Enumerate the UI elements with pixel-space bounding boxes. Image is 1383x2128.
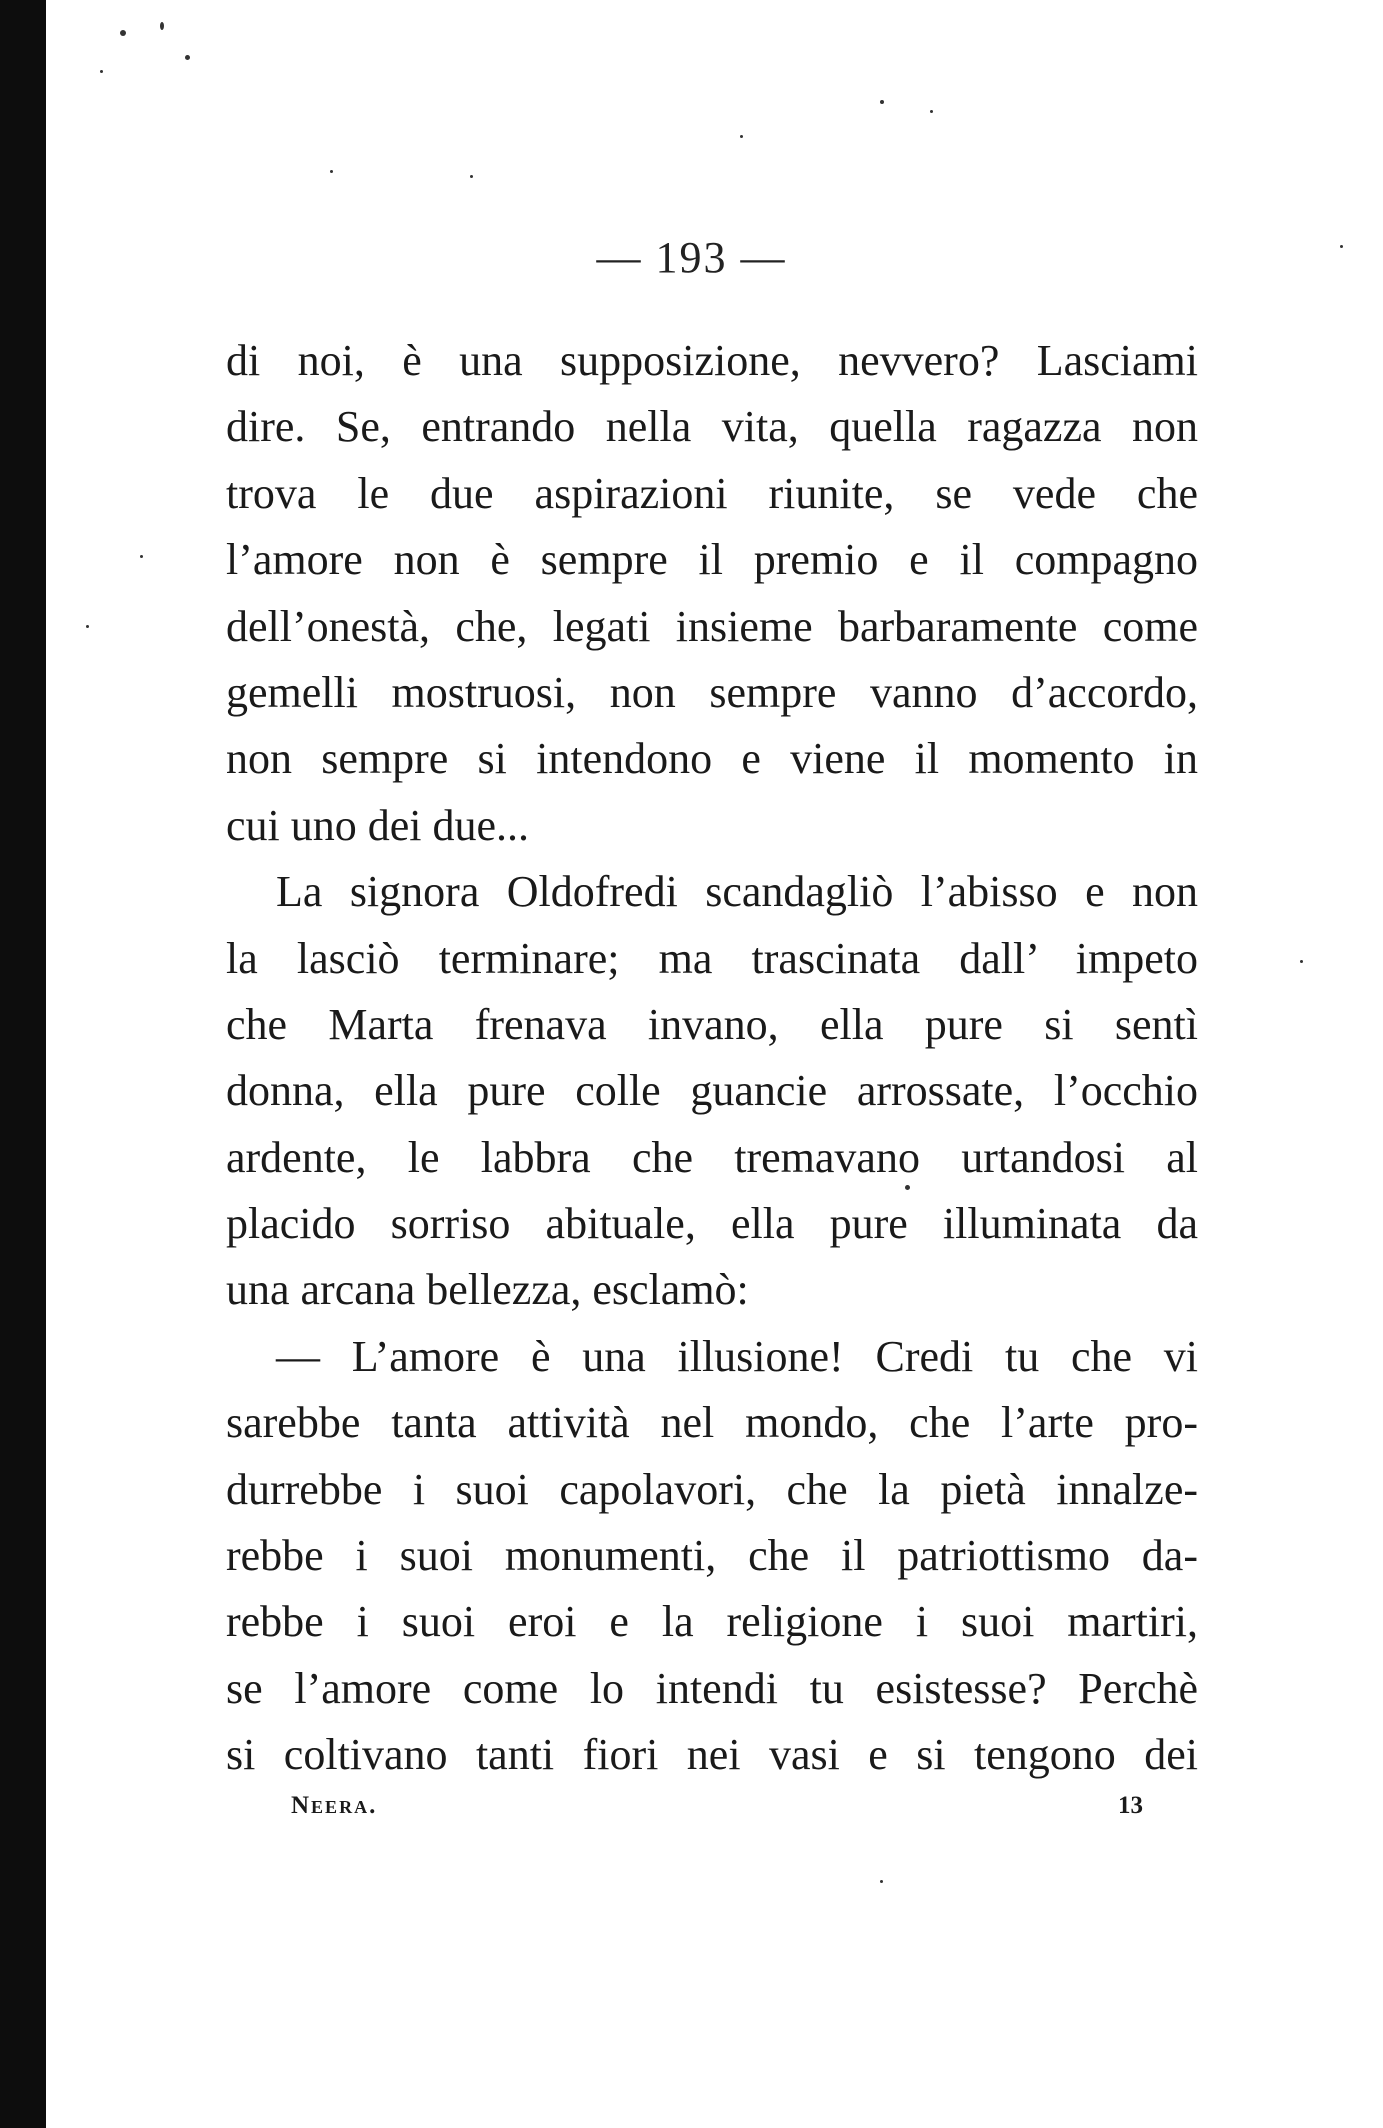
page-number: — 193 —	[596, 233, 787, 282]
text-line: una arcana bellezza, esclamò:	[226, 1265, 749, 1315]
text-line: dire. Se, entrando nella vita, quella ragazza non	[226, 402, 1198, 452]
text-line: che Marta frenava invano, ella pure si sentì	[226, 999, 1198, 1049]
text-line: La signora Oldofredi scandagliò l’abisso e non	[276, 867, 1198, 917]
text-line: sarebbe tanta attività nel mondo, che l’arte pro-	[226, 1398, 1198, 1448]
page-footer	[0, 1792, 1383, 1832]
text-line: di noi, è una supposizione, nevvero? Lasciami	[226, 336, 1198, 385]
text-line: si coltivano tanti fiori nei vasi e si tengono dei	[226, 1730, 1198, 1780]
text-line: rebbe i suoi monumenti, che il patriottismo da-	[226, 1531, 1198, 1581]
text-line: l’amore non è sempre il premio e il compagno	[226, 535, 1198, 585]
body-text	[226, 328, 1198, 1789]
text-line: placido sorriso abituale, ella pure illuminata da	[226, 1199, 1198, 1249]
text-line: cui uno dei due...	[226, 800, 530, 850]
signature-number: 13	[1118, 1792, 1143, 1819]
text-line: gemelli mostruosi, non sempre vanno d’accordo,	[226, 667, 1198, 717]
text-line: non sempre si intendono e viene il momento in	[226, 734, 1198, 784]
text-line: dell’onestà, che, legati insieme barbaramente come	[226, 601, 1198, 651]
text-line: la lasciò terminare; ma trascinata dall’ impeto	[226, 933, 1198, 983]
text-line: trova le due aspirazioni riunite, se vede che	[226, 468, 1198, 518]
text-line: ardente, le labbra che tremavano urtandosi al	[226, 1132, 1198, 1182]
text-line: durrebbe i suoi capolavori, che la pietà innalze-	[226, 1464, 1198, 1514]
text-line: — L’amore è una illusione! Credi tu che vi	[276, 1331, 1198, 1381]
signature-mark: Neera.	[291, 1792, 378, 1819]
text-line: donna, ella pure colle guancie arrossate, l’occhio	[226, 1066, 1198, 1116]
text-line: rebbe i suoi eroi e la religione i suoi martiri,	[226, 1597, 1198, 1647]
text-line: se l’amore come lo intendi tu esistesse? Perchè	[226, 1663, 1198, 1713]
